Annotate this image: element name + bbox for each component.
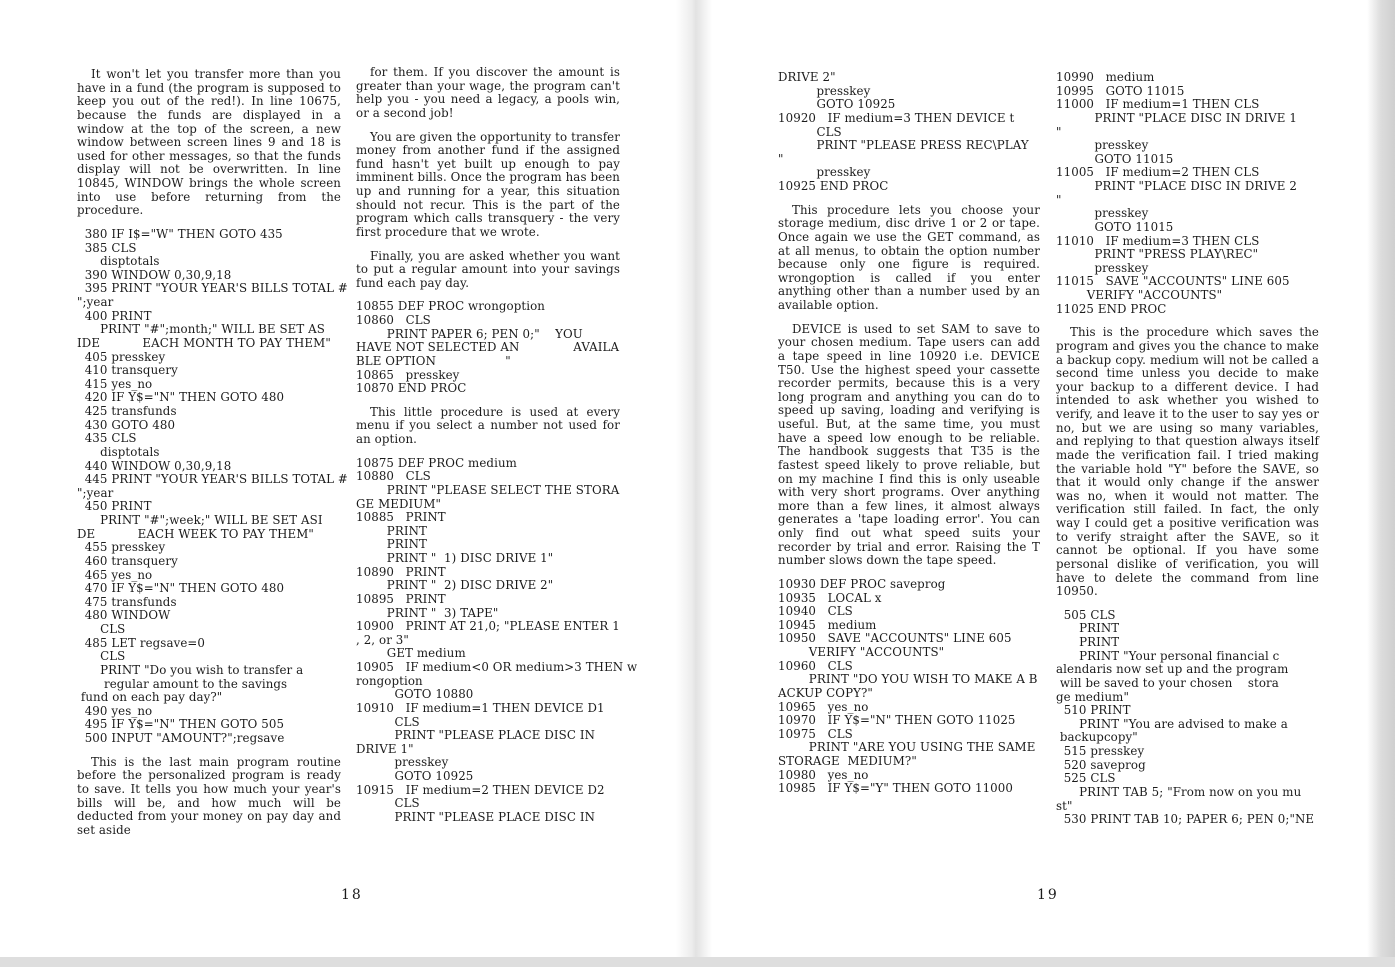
code-listing: DRIVE 2" presskey GOTO 10925 10920 IF medium=3 THEN DEVICE t CLS PRINT "PLEASE PRESS REC\PLAY " presskey 10925 END PROC (778, 70, 1029, 193)
paragraph: Finally, you are asked whether you want to put a regular amount into your savings fund each pay day. (356, 248, 620, 290)
right-page-column-1 (778, 71, 1040, 806)
code-listing: 10990 medium 10995 GOTO 11015 11000 IF medium=1 THEN CLS PRINT "PLACE DISC IN DRIVE 1 " presskey GOTO 11015 11005 IF medium=2 THEN CLS PRINT "PLACE DISC IN DRIVE 2 " presskey GOTO 11015 11010 IF medium=3 THEN CLS PRINT "PRESS PLAY\REC" presskey 11015 SAVE "ACCOUNTS" LINE 605 VERIFY "ACCOUNTS" 11025 END PROC (1056, 70, 1297, 316)
paragraph: This is the procedure which saves the program and gives you the chance to make a backup copy. medium will not be called a second time unless you decide to make your backup to a different device. I had intended to ask whether you wished to verify, and leave it to the user to say yes or no, but we are using so many variables, and replying to that question always itself made the verification fail. I tried making the variable hold "Y" before the SAVE, so that it would only change if the answer was no, when it would not matter. The verification still failed. In fact, the only way I could get a positive verification was to verify straight after the SAVE, so it cannot be optional. If you have some personal dislike of verification, you will have to delete the command from line 10950. (1056, 325, 1319, 599)
page-number-left: 18 (341, 887, 363, 903)
paragraph: You are given the opportunity to transfer money from another fund if the assigned fund hasn't yet built up enough to pay imminent bills. Once the program has been up and running for a year, this situation should not recur. This is the part of the program which calls transquery - the very first procedure that we wrote. (356, 129, 620, 239)
paragraph: This procedure lets you choose your storage medium, disc drive 1 or 2 or tape. Once again we use the GET command, as at all menus, to obtain the option number because only one figure is required. wrongoption is called if you enter anything other than a number used by an available option. (778, 202, 1040, 312)
code-listing: 10930 DEF PROC saveprog 10935 LOCAL x 10940 CLS 10945 medium 10950 SAVE "ACCOUNTS" LINE 605 VERIFY "ACCOUNTS" 10960 CLS PRINT "DO YOU WISH TO MAKE A B ACKUP COPY?" 10965 yes_no 10970 IF Y$="N" THEN GOTO 11025 10975 CLS PRINT "ARE YOU USING THE SAME STORAGE MEDIUM?" 10980 yes_no 10985 IF Y$="Y" THEN GOTO 11000 (778, 576, 1038, 796)
page-edge (1367, 0, 1395, 967)
book-gutter (676, 0, 712, 967)
code-listing: 10855 DEF PROC wrongoption 10860 CLS PRINT PAPER 6; PEN 0;" YOU HAVE NOT SELECTED AN AVAILA BLE OPTION " 10865 presskey 10870 END PROC (356, 299, 620, 396)
code-listing: 10875 DEF PROC medium 10880 CLS PRINT "PLEASE SELECT THE STORA GE MEDIUM" 10885 PRINT PRINT PRINT PRINT " 1) DISC DRIVE 1" 10890 PRINT PRINT " 2) DISC DRIVE 2" 10895 PRINT PRINT " 3) TAPE" 10900 PRINT AT 21,0; "PLEASE ENTER 1 , 2, or 3" GET medium 10905 IF medium<0 OR medium>3 THEN w rongoption GOTO 10880 10910 IF medium=1 THEN DEVICE D1 CLS PRINT "PLEASE PLACE DISC IN DRIVE 1" presskey GOTO 10925 10915 IF medium=2 THEN DEVICE D2 CLS PRINT "PLEASE PLACE DISC IN (356, 455, 638, 824)
paragraph: DEVICE is used to set SAM to save to your chosen medium. Tape users can add a tape speed in line 10920 i.e. DEVICE T50. Use the highest speed your cassette recorder permits, because this is a very long program and anything you can do to speed up saving, loading and verifying is useful. But, at the same time, you must have a speed low enough to be reliable. The handbook suggests that T35 is the fastest speed likely to prove reliable, but on my machine I find this is only useable with very short programs. Over anything more than a few lines, it almost always generates a 'tape loading error'. You can only find out what speed suits your recorder by trial and error. Raising the T number slows down the tape speed. (778, 321, 1040, 568)
paragraph: for them. If you discover the amount is greater than your wage, the program can't help you - you need a legacy, a pools win, or a second job! (356, 65, 620, 120)
code-listing: 380 IF I$="W" THEN GOTO 435 385 CLS disptotals 390 WINDOW 0,30,9,18 395 PRINT "YOUR YEAR'S BILLS TOTAL # ";year 400 PRINT PRINT "#";month;" WILL BE SET AS IDE EACH MONTH TO PAY THEM" 405 presskey 410 transquery 415 yes_no 420 IF Y$="N" THEN GOTO 480 425 transfunds 430 GOTO 480 435 CLS disptotals 440 WINDOW 0,30,9,18 445 PRINT "YOUR YEAR'S BILLS TOTAL # ";year 450 PRINT PRINT "#";week;" WILL BE SET ASI DE EACH WEEK TO PAY THEM" 455 presskey 460 transquery 465 yes_no 470 IF Y$="N" THEN GOTO 480 475 transfunds 480 WINDOW CLS 485 LET regsave=0 CLS PRINT "Do you wish to transfer a regular amount to the savings fund on each pay day?" 490 yes_no 495 IF Y$="N" THEN GOTO 505 500 INPUT "AMOUNT?";regsave (77, 226, 348, 745)
page-number-right: 19 (1037, 887, 1059, 903)
left-page-column-1 (77, 67, 348, 847)
paragraph: This little procedure is used at every menu if you select a number not used for an option. (356, 404, 620, 446)
paragraph: This is the last main program routine before the personalized program is ready to save. It tells you how much your year's bills will be, and how much will be deducted from your money on pay day and set aside (77, 754, 341, 837)
page-bottom-edge (0, 957, 1395, 967)
left-page-column-2 (356, 65, 638, 835)
right-page-column-2 (1056, 71, 1319, 837)
code-listing: 505 CLS PRINT PRINT PRINT "Your personal financial c alendaris now set up and the program will be saved to your chosen stora ge medium" 510 PRINT PRINT "You are advised to make a backupcopy" 515 presskey 520 saveprog 525 CLS PRINT TAB 5; "From now on you mu st" 530 PRINT TAB 10; PAPER 6; PEN 0;"NE (1056, 607, 1315, 827)
paragraph: It won't let you transfer more than you have in a fund (the program is supposed to keep you out of the red!). In line 10675, because the funds are displayed in a window at the top of the screen, a new window between screen lines 9 and 18 is used for other messages, so that the funds display will not be overwritten. In line 10845, WINDOW brings the whole screen into use before returning from the procedure. (77, 67, 341, 218)
